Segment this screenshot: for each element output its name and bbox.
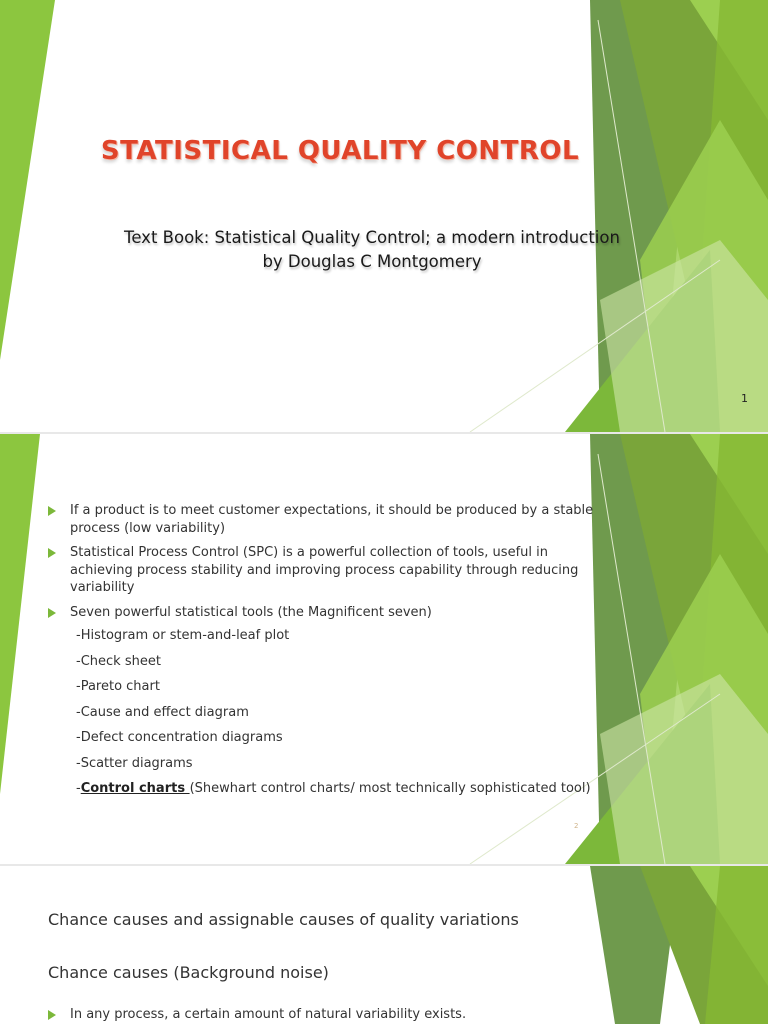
slide-3 <box>0 866 768 1024</box>
tool-item: -Histogram or stem-and-leaf plot <box>76 628 290 643</box>
green-shapes-decoration <box>0 0 768 432</box>
slide-subtitle <box>90 226 654 274</box>
slide-subheading: Chance causes (Background noise) <box>48 963 329 982</box>
tool-item: -Check sheet <box>76 653 161 669</box>
slide-2 <box>0 434 768 864</box>
bullet-arrow-icon <box>48 1010 56 1020</box>
bullet-arrow-icon <box>48 548 56 558</box>
tool-item: -Pareto chart <box>76 679 160 694</box>
subtitle-line-2: by Douglas C Montgomery <box>262 252 482 271</box>
slide-heading: Chance causes and assignable causes of quality variations <box>48 910 519 929</box>
slide-number: 2 <box>574 822 579 830</box>
list-item: Seven powerful statistical tools (the Magnificent seven) <box>48 604 608 622</box>
list-item: If a product is to meet customer expectations, it should be produced by a stable process (low variability) <box>48 502 608 537</box>
tool-item: -Cause and effect diagram <box>76 704 249 720</box>
bullet-list <box>48 502 608 806</box>
green-shapes-decoration <box>0 866 768 1024</box>
tool-item-control-charts: -Control charts (Shewhart control charts/ most technically sophisticated tool) <box>76 781 591 796</box>
bullet-arrow-icon <box>48 506 56 516</box>
bullet-arrow-icon <box>48 608 56 618</box>
slide-number: 1 <box>741 392 748 405</box>
list-item: In any process, a certain amount of natural variability exists. <box>48 1006 610 1024</box>
tool-item: -Scatter diagrams <box>76 755 193 771</box>
slide-1 <box>0 0 768 432</box>
subtitle-line-1: Text Book: Statistical Quality Control; a modern introduction <box>124 228 620 247</box>
list-item: Statistical Process Control (SPC) is a powerful collection of tools, useful in achieving process stability and improving process capability through reducing variability <box>48 544 608 597</box>
slide-title: STATISTICAL QUALITY CONTROL <box>100 136 580 166</box>
control-charts-link[interactable]: Control charts <box>80 781 190 796</box>
tool-item: -Defect concentration diagrams <box>76 730 283 745</box>
